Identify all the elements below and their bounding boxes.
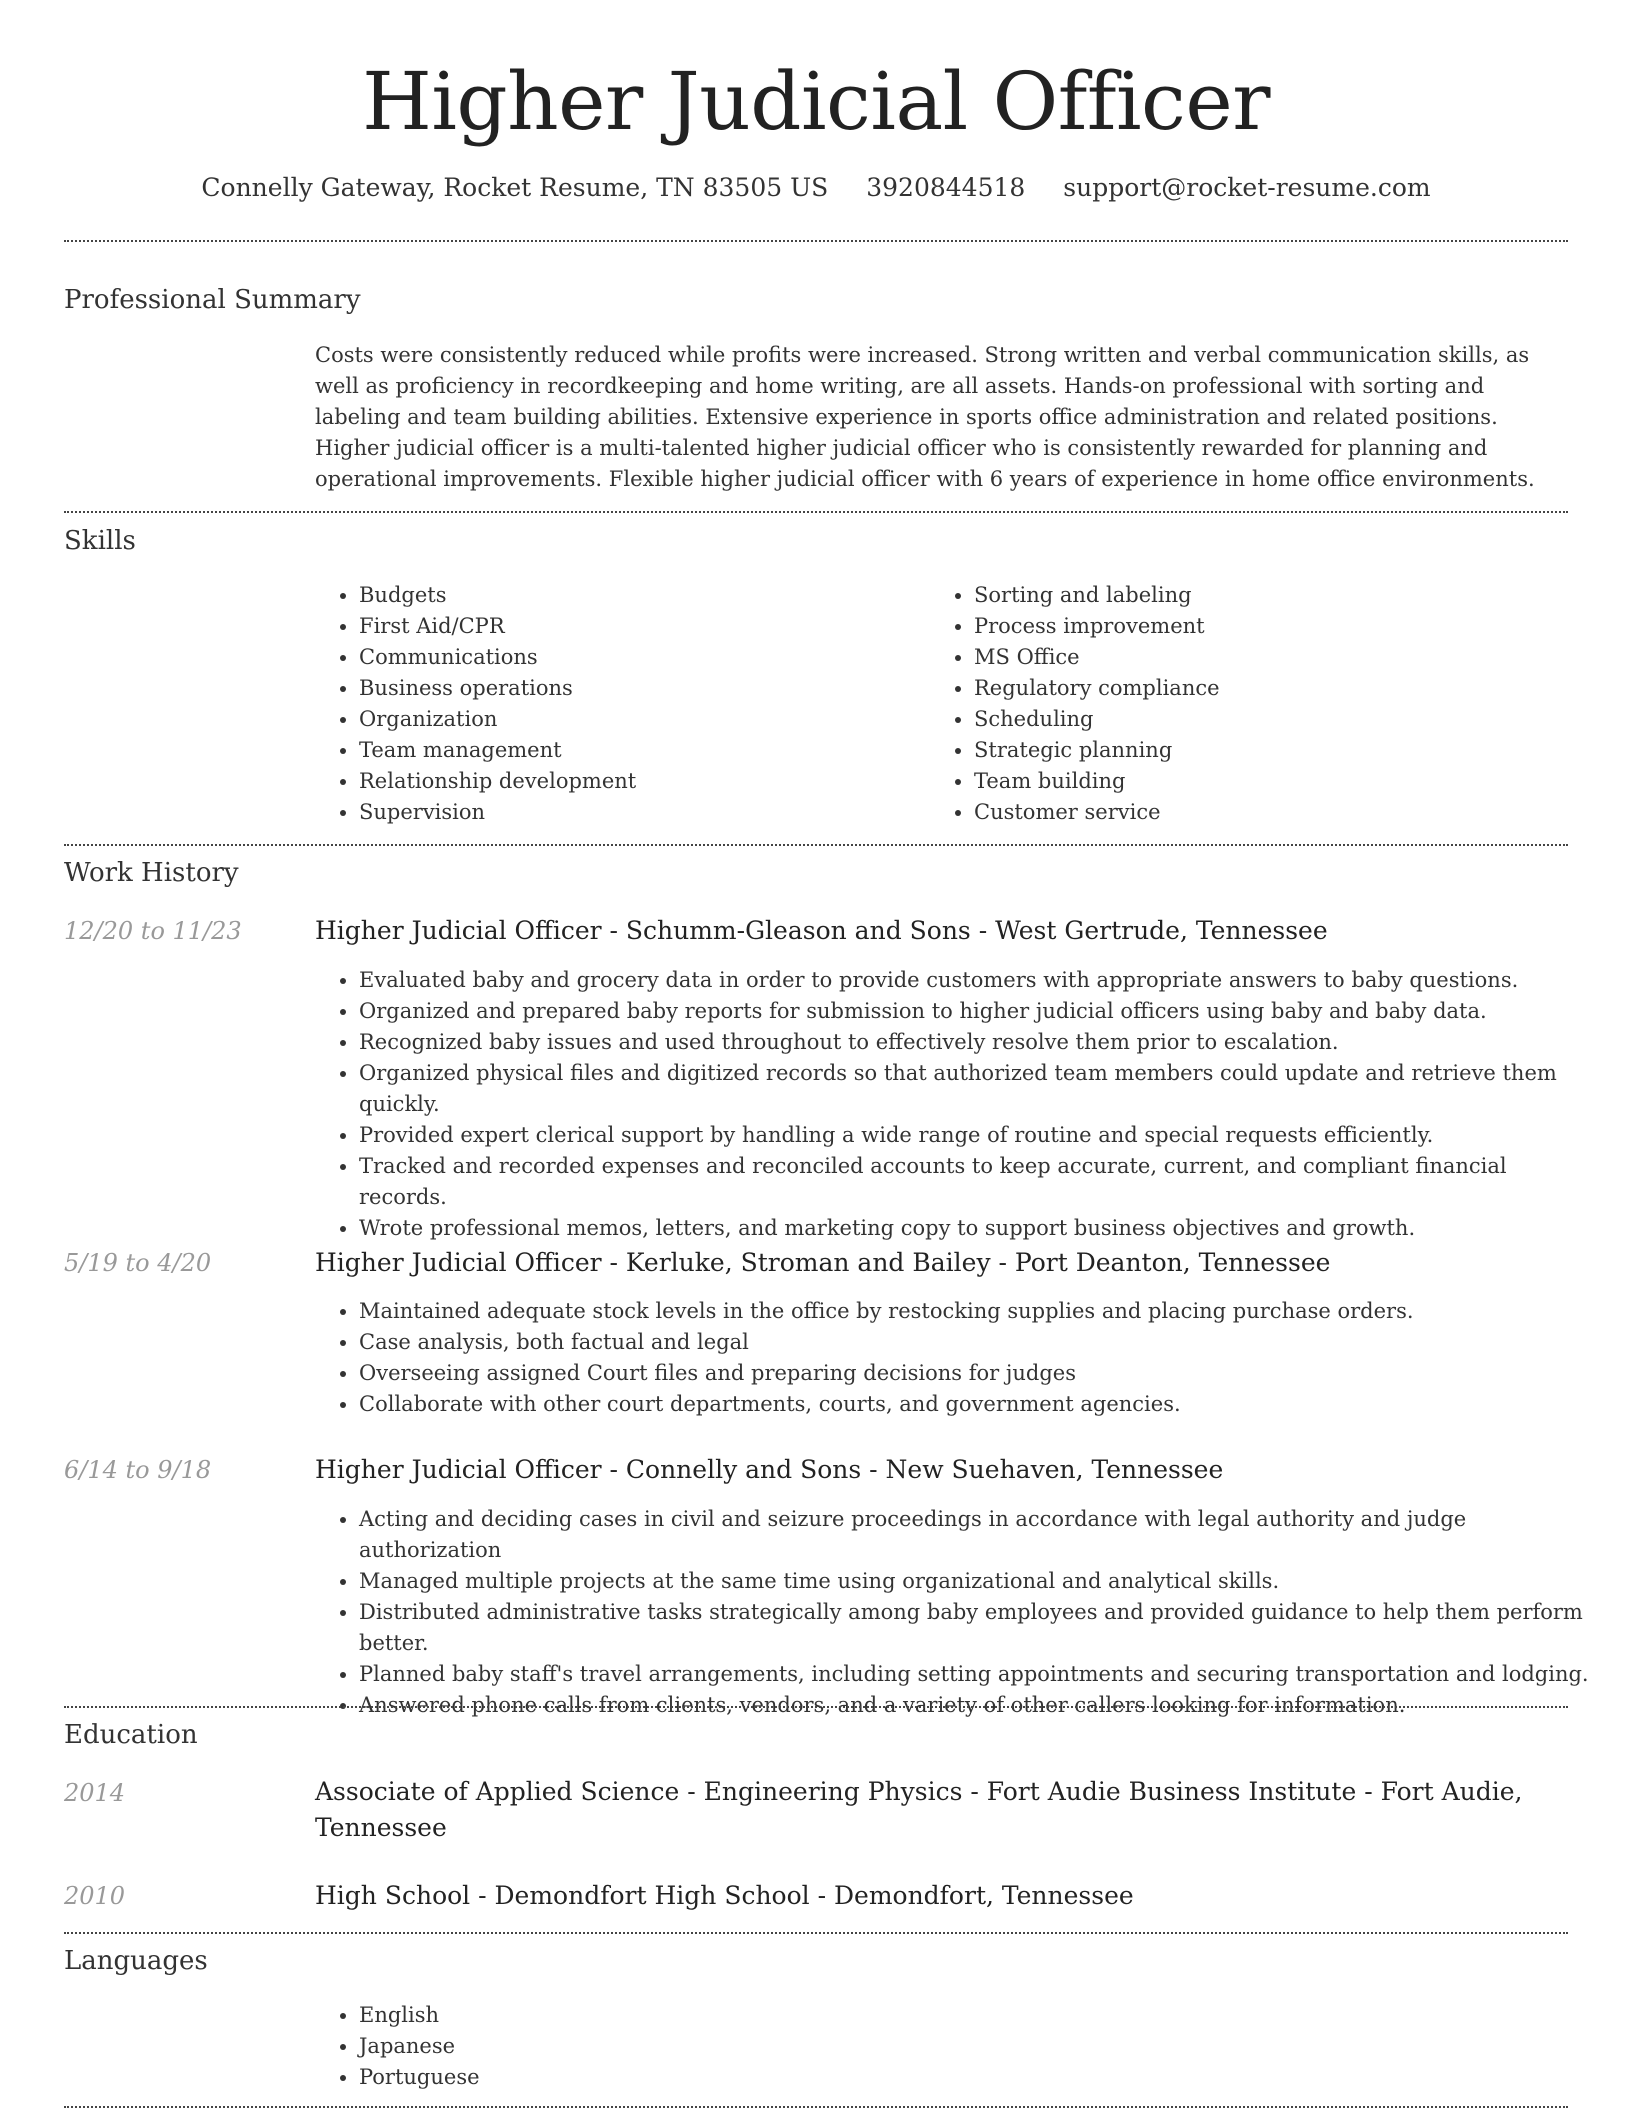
- job-bullet: • Provided expert clerical support by handling a wide range of routine and special requests efficiently.: [359, 1120, 1589, 1151]
- skill-item: • Relationship development: [359, 766, 919, 797]
- section-divider: [64, 844, 1568, 846]
- job-bullet: • Managed multiple projects at the same time using organizational and analytical skills.: [359, 1566, 1589, 1597]
- education-year: 2010: [64, 1882, 126, 1910]
- language-item: • Japanese: [359, 2031, 959, 2062]
- section-divider: [64, 2106, 1568, 2108]
- job-dates: 5/19 to 4/20: [64, 1249, 212, 1277]
- skills-heading: Skills: [64, 526, 136, 556]
- summary-heading: Professional Summary: [64, 285, 361, 315]
- job-bullets: [315, 965, 1589, 1244]
- job-bullet: • Recognized baby issues and used throughout to effectively resolve them prior to escalation.: [359, 1027, 1589, 1058]
- job-bullet: • Organized physical files and digitized records so that authorized team members could update and retrieve them quickly.: [359, 1058, 1589, 1120]
- job-bullet: • Evaluated baby and grocery data in order to provide customers with appropriate answers to baby questions.: [359, 965, 1589, 996]
- job-heading: Higher Judicial Officer - Connelly and Sons - New Suehaven, Tennessee: [315, 1455, 1224, 1484]
- contact-phone: 3920844518: [866, 173, 1026, 202]
- job-bullet: • Organized and prepared baby reports for submission to higher judicial officers using baby and baby data.: [359, 996, 1589, 1027]
- work-history-heading: Work History: [64, 858, 239, 888]
- job-heading: Higher Judicial Officer - Schumm-Gleason and Sons - West Gertrude, Tennessee: [315, 916, 1328, 945]
- skills-list-left: [315, 580, 919, 828]
- contact-email: support@rocket-resume.com: [1063, 173, 1431, 202]
- education-year: 2014: [64, 1779, 126, 1807]
- contact-line: [0, 170, 1632, 206]
- job-bullet: • Tracked and recorded expenses and reconciled accounts to keep accurate, current, and compliant financial records.: [359, 1151, 1589, 1213]
- section-divider: [64, 240, 1568, 242]
- section-divider: [64, 1932, 1568, 1934]
- section-divider: [64, 1706, 1568, 1708]
- job-bullets: [315, 1504, 1589, 1721]
- skill-item: • Supervision: [359, 797, 919, 828]
- education-heading: Education: [64, 1720, 198, 1750]
- skill-item: • MS Office: [974, 642, 1574, 673]
- job-bullet: • Case analysis, both factual and legal: [359, 1327, 1589, 1358]
- skill-item: • Team management: [359, 735, 919, 766]
- language-item: • Portuguese: [359, 2062, 959, 2093]
- summary-text: Costs were consistently reduced while profits were increased. Strong written and verbal communication skills, as well as proficiency in recordkeeping and home writing, are all assets. Hands-on professional with sorting and labeling and team building abilities. Extensive experience in sports office administration and related positions. Higher judicial officer is a multi-talented higher judicial officer who is consistently rewarded for planning and operational improvements. Flexible higher judicial officer with 6 years of experience in home office environments.: [315, 343, 1535, 491]
- contact-address: Connelly Gateway, Rocket Resume, TN 83505 US: [201, 173, 829, 202]
- skill-item: • Scheduling: [974, 704, 1574, 735]
- job-bullet: • Wrote professional memos, letters, and marketing copy to support business objectives and growth.: [359, 1213, 1589, 1244]
- skill-item: • Budgets: [359, 580, 919, 611]
- skill-item: • Organization: [359, 704, 919, 735]
- skill-item: • Team building: [974, 766, 1574, 797]
- education-heading-entry: Associate of Applied Science - Engineering Physics - Fort Audie Business Institute - Fort Audie, Tennessee: [315, 1777, 1523, 1842]
- skill-item: • Strategic planning: [974, 735, 1574, 766]
- job-bullets: [315, 1296, 1589, 1420]
- education-heading-entry: High School - Demondfort High School - Demondfort, Tennessee: [315, 1881, 1134, 1910]
- job-heading: Higher Judicial Officer - Kerluke, Stroman and Bailey - Port Deanton, Tennessee: [315, 1248, 1331, 1277]
- languages-heading: Languages: [64, 1946, 208, 1976]
- skill-item: • Customer service: [974, 797, 1574, 828]
- languages-list: [315, 2000, 959, 2093]
- skill-item: • Process improvement: [974, 611, 1574, 642]
- skill-item: • First Aid/CPR: [359, 611, 919, 642]
- section-divider: [64, 511, 1568, 513]
- skill-item: • Business operations: [359, 673, 919, 704]
- job-dates: 6/14 to 9/18: [64, 1456, 212, 1484]
- job-bullet: • Distributed administrative tasks strategically among baby employees and provided guidance to help them perform better.: [359, 1597, 1589, 1659]
- job-bullet: • Maintained adequate stock levels in the office by restocking supplies and placing purchase orders.: [359, 1296, 1589, 1327]
- skill-item: • Regulatory compliance: [974, 673, 1574, 704]
- resume-name: Higher Judicial Officer: [362, 55, 1270, 148]
- job-bullet: • Collaborate with other court departments, courts, and government agencies.: [359, 1389, 1589, 1420]
- skills-list-right: [930, 580, 1574, 828]
- job-bullet: • Acting and deciding cases in civil and seizure proceedings in accordance with legal authority and judge authorization: [359, 1504, 1589, 1566]
- job-bullet: • Planned baby staff's travel arrangements, including setting appointments and securing transportation and lodging.: [359, 1659, 1589, 1690]
- language-item: • English: [359, 2000, 959, 2031]
- skill-item: • Sorting and labeling: [974, 580, 1574, 611]
- job-bullet: • Answered phone calls from clients, vendors, and a variety of other callers looking for information.: [359, 1690, 1589, 1721]
- job-bullet: • Overseeing assigned Court files and preparing decisions for judges: [359, 1358, 1589, 1389]
- skill-item: • Communications: [359, 642, 919, 673]
- job-dates: 12/20 to 11/23: [64, 917, 242, 945]
